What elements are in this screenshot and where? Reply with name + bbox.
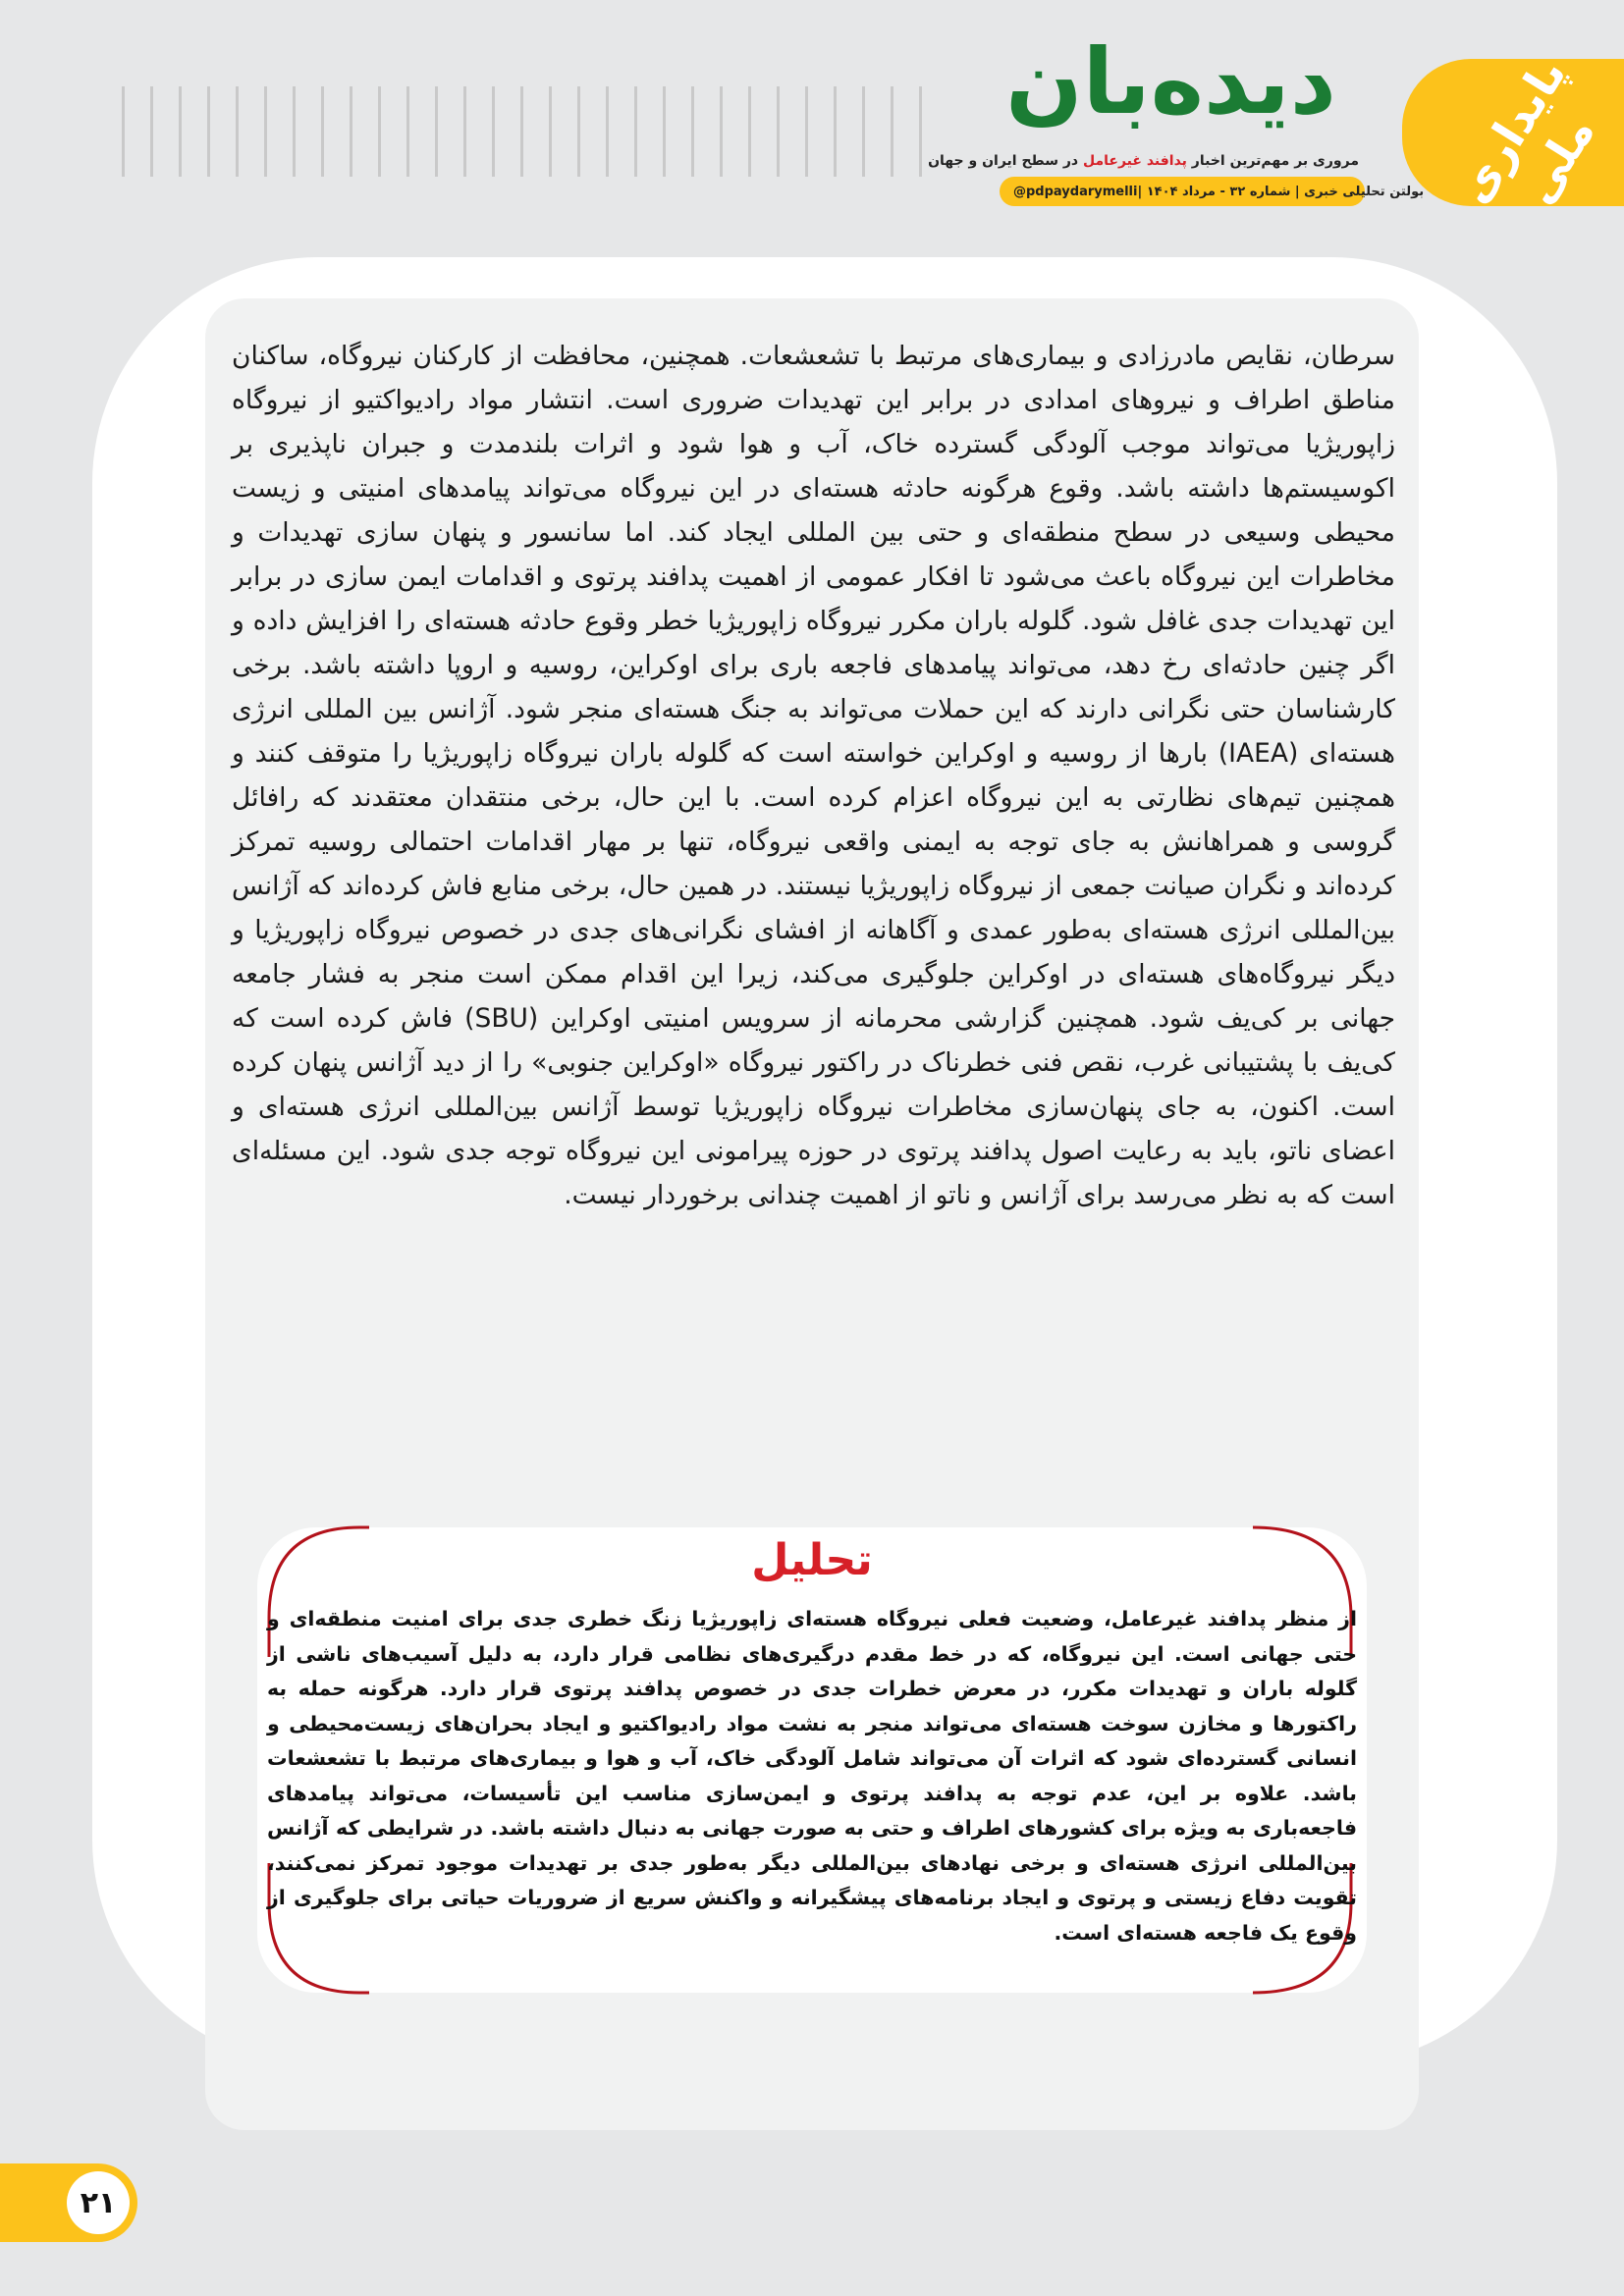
tagline-part-1: مروری بر مهم‌ترین اخبار xyxy=(1186,153,1359,169)
analysis-title: تحلیل xyxy=(751,1535,873,1585)
page-number: ۲۱ xyxy=(67,2171,130,2234)
masthead-title: دیده‌بان xyxy=(1005,29,1336,134)
publisher-logo xyxy=(1402,48,1624,213)
issue-info: بولتن تحلیلی خبری | شماره ۳۲ - مرداد ۱۴۰۴ | xyxy=(1137,184,1425,199)
tagline-highlight: پدافند غیرعامل xyxy=(1082,153,1187,169)
header-stripes xyxy=(122,86,937,177)
article-body: سرطان، نقایص مادرزادی و بیماری‌های مرتبط با تشعشعات. همچنین، محافظت از کارکنان نیروگاه، ساکنان مناطق اطراف و نیروهای امدادی در برابر این تهدیدات ضروری است. انتشار مواد رادیواکتیو از نیروگاه زاپوریژیا می‌تواند موجب آلودگی گسترده خاک، آب و هوا شود و اثرات بلندمدت و جبران ناپذیری بر اکوسیستم‌ها داشته باشد. وقوع هرگونه حادثه هسته‌ای در این نیروگاه می‌تواند پیامدهای امنیتی و زیست محیطی وسیعی در سطح منطقه‌ای و حتی بین المللی ایجاد کند. اما سانسور و پنهان سازی تهدیدات و مخاطرات این نیروگاه باعث می‌شود تا افکار عمومی از اهمیت پدافند پرتوی و اقدامات ایمن سازی در برابر این تهدیدات جدی غافل شود. گلوله باران مکرر نیروگاه زاپوریژیا خطر وقوع حادثه هسته‌ای را افزایش داده و اگر چنین حادثه‌ای رخ دهد، می‌تواند پیامدهای فاجعه باری برای اوکراین، روسیه و اروپا داشته باشد. برخی کارشناسان حتی نگرانی دارند که این حملات می‌تواند به جنگ هسته‌ای منجر شود. آژانس بین المللی انرژی هسته‌ای (IAEA) بارها از روسیه و اوکراین خواسته است که گلوله باران نیروگاه زاپوریژیا را متوقف کنند و همچنین تیم‌های نظارتی به این نیروگاه اعزام کرده است. با این حال، برخی منتقدان معتقدند که رافائل گروسی و همراهانش به جای توجه به ایمنی واقعی نیروگاه، تنها بر مهار اقدامات احتمالی روسیه تمرکز کرده‌اند و نگران صیانت جمعی از نیروگاه زاپوریژیا نیستند. در همین حال، برخی منابع فاش کرده‌اند که آژانس بین‌المللی انرژی هسته‌ای به‌طور عمدی و آگاهانه از افشای نگرانی‌های جدی در خصوص نیروگاه زاپوریژیا و دیگر نیروگاه‌های هسته‌ای در اوکراین جلوگیری می‌کند، زیرا این اقدام ممکن است منجر به فشار جامعه جهانی بر کی‌یف شود. همچنین گزارشی محرمانه از سرویس امنیتی اوکراین (SBU) فاش کرده است که کی‌یف با پشتیبانی غرب، نقص فنی خطرناک در راکتور نیروگاه «اوکراین جنوبی» را از دید آژانس پنهان کرده است. اکنون، به جای پنهان‌سازی مخاطرات نیروگاه زاپوریژیا توسط آژانس بین‌المللی انرژی هسته‌ای و اعضای ناتو، باید به رعایت اصول پدافند پرتوی در حوزه پیرامونی این نیروگاه توجه جدی شود. این مسئله‌ای است که به نظر می‌رسد برای آژانس و ناتو از اهمیت چندانی برخوردار نیست. xyxy=(232,341,1395,1210)
analysis-body: از منظر پدافند غیرعامل، وضعیت فعلی نیروگاه هسته‌ای زاپوریژیا زنگ خطری جدی برای امنیت منطقه‌ای و حتی جهانی است. این نیروگاه، که در خط مقدم درگیری‌های نظامی قرار دارد، به دلیل آسیب‌های ناشی از گلوله باران و تهدیدات مکرر، در معرض خطرات جدی در خصوص پدافند پرتوی قرار دارد. هرگونه حمله به راکتورها و مخازن سوخت هسته‌ای می‌تواند منجر به نشت مواد رادیواکتیو و ایجاد بحران‌های زیست‌محیطی و انسانی گسترده‌ای شود که اثرات آن می‌تواند شامل آلودگی خاک، آب و هوا و بیماری‌های مرتبط با تشعشعات باشد. علاوه بر این، عدم توجه به پدافند پرتوی و ایمن‌سازی مناسب این تأسیسات، می‌تواند پیامدهای فاجعه‌باری به ویژه برای کشورهای اطراف و حتی به صورت جهانی به دنبال داشته باشد. در شرایطی که آژانس بین‌المللی انرژی هسته‌ای و برخی نهادهای بین‌المللی دیگر به‌طور جدی بر تهدیدات موجود تمرکز نمی‌کنند، تقویت دفاع زیستی و پرتوی و ایجاد برنامه‌های پیشگیرانه و واکنش سریع از ضروریات حیاتی برای جلوگیری از وقوع یک فاجعه هسته‌ای است. xyxy=(267,1607,1357,1945)
masthead-tagline xyxy=(928,151,1359,171)
logo-text: پایداری ملی xyxy=(1446,48,1605,213)
issue-bar xyxy=(1000,177,1425,206)
tagline-part-2: در سطح ایران و جهان xyxy=(928,153,1083,169)
social-handle: @pdpaydarymelli xyxy=(1013,184,1138,199)
masthead xyxy=(928,24,1425,210)
